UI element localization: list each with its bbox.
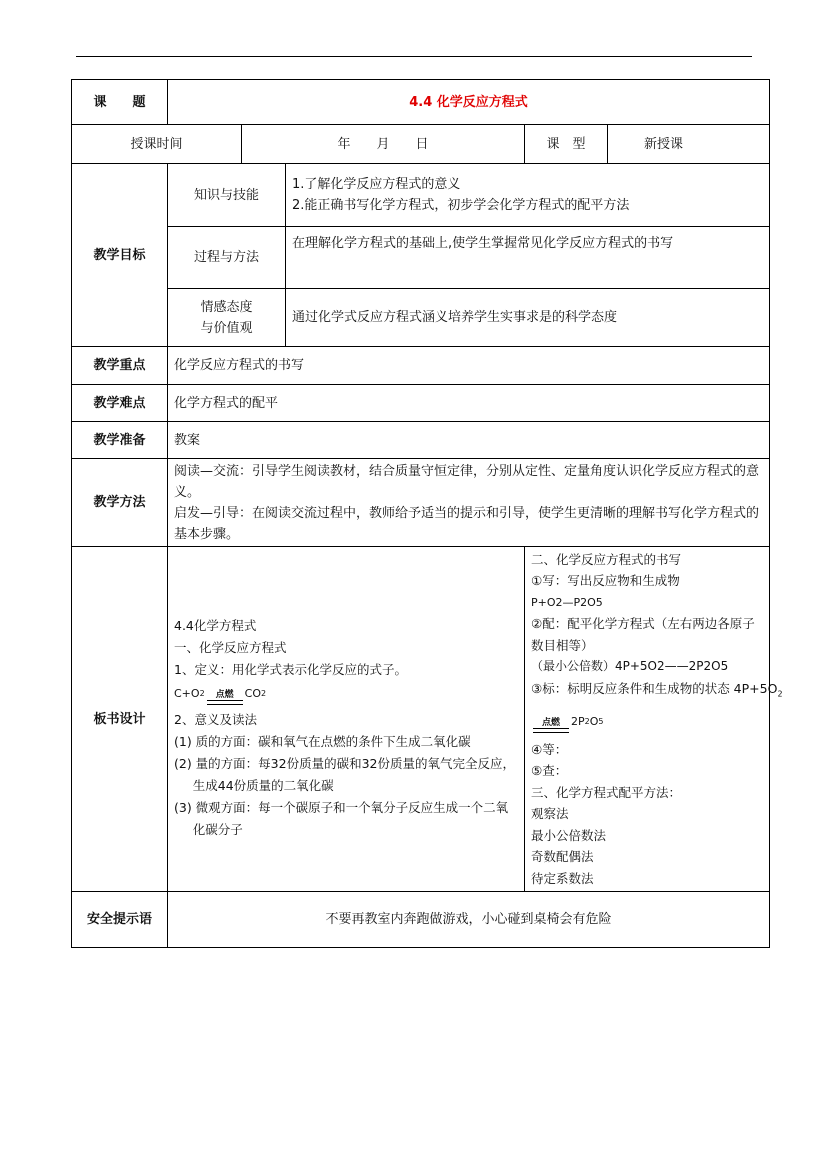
method-item: 奇数配偶法: [531, 849, 594, 865]
type-value: 新授课: [608, 125, 770, 164]
key-point-label: 教学重点: [72, 347, 168, 385]
preparation-text: 教案: [168, 422, 770, 459]
process-text: 在理解化学方程式的基础上,使学生掌握常见化学反应方程式的书写: [286, 227, 770, 289]
lesson-title: 4.4 化学反应方程式: [168, 80, 770, 125]
knowledge-text: [286, 164, 770, 227]
method-item: 最小公倍数法: [531, 827, 607, 843]
equation-p2o5: 点燃 2P 2 O 5: [531, 709, 763, 733]
preparation-label: 教学准备: [72, 422, 168, 459]
header-rule: [76, 56, 752, 57]
difficulty-text: 化学方程式的配平: [168, 385, 770, 422]
type-label: 课 型: [525, 125, 608, 164]
step3-line: ③标：标明反应条件和生成物的状态 $4P+5O_2$: [531, 680, 783, 699]
emotion-label: 情感态度 与价值观: [168, 289, 286, 347]
method-label: 教学方法: [72, 459, 168, 547]
process-label: 过程与方法: [168, 227, 286, 289]
board-left: 4.4化学方程式 一、化学反应方程式 1、定义：用化学式表示化学反应的式子。 C+O 2 点燃 CO 2 2、意义及读法 (1) 质的方面：碳和氧气在点燃的条件下生成二氧化碳 (2) 量的方面：每32份质量的碳和32份质量的氧气完全反应，生成44份质量的二氧化碳 (3) 微观方面：每一个碳原子和一个氧分子反应生成一个二氧化碳分子: [168, 547, 525, 892]
method-item: 观察法: [531, 806, 569, 822]
safety-text: 不要再教室内奔跑做游戏，小心碰到桌椅会有危险: [168, 892, 770, 948]
board-label: 板书设计: [72, 547, 168, 892]
reaction-arrow-2: 点燃: [533, 718, 569, 733]
board-heading: 4.4化学方程式: [174, 618, 257, 633]
knowledge-label: 知识与技能: [168, 164, 286, 227]
time-label: 授课时间: [72, 125, 242, 164]
key-point-text: 化学反应方程式的书写: [168, 347, 770, 385]
method-text: 阅读—交流：引导学生阅读教材，结合质量守恒定律，分别从定性、定量角度认识化学反应方程式的意义。 启发—引导：在阅读交流过程中，教师给予适当的提示和引导，使学生更清晰的理解书写化学方程式的基本步骤。: [168, 459, 770, 547]
method-item: 待定系数法: [531, 870, 594, 886]
course-label: 课 题: [72, 80, 168, 125]
reaction-arrow: 点燃: [207, 690, 243, 705]
objectives-label: 教学目标: [72, 164, 168, 347]
difficulty-label: 教学难点: [72, 385, 168, 422]
lesson-plan-table: [71, 79, 783, 948]
date-field: 年 月 日: [242, 125, 525, 164]
emotion-text: 通过化学式反应方程式涵义培养学生实事求是的科学态度: [286, 289, 770, 347]
safety-label: 安全提示语: [72, 892, 168, 948]
knowledge-line-1: 1.了解化学反应方程式的意义: [292, 177, 461, 192]
board-right: 二、化学反应方程式的书写 ①写：写出反应物和生成物 P+O2—P2O5 ②配：配平化学方程式（左右两边各原子数目相等） （最小公倍数）4P+5O2——2P2O5 ③标：标明反应条件和生成物的状态 $4P+5O_2$ 点燃 2P 2 O 5 ④等： ⑤查： 三、化学方程式配平方法： 观察法 最小公倍数法 奇数配偶法 待定系数法: [525, 547, 770, 892]
equation-c-o2: C+O 2 点燃 CO 2: [174, 681, 518, 705]
knowledge-line-2: 2.能正确书写化学方程式，初步学会化学方程式的配平方法: [292, 198, 630, 213]
